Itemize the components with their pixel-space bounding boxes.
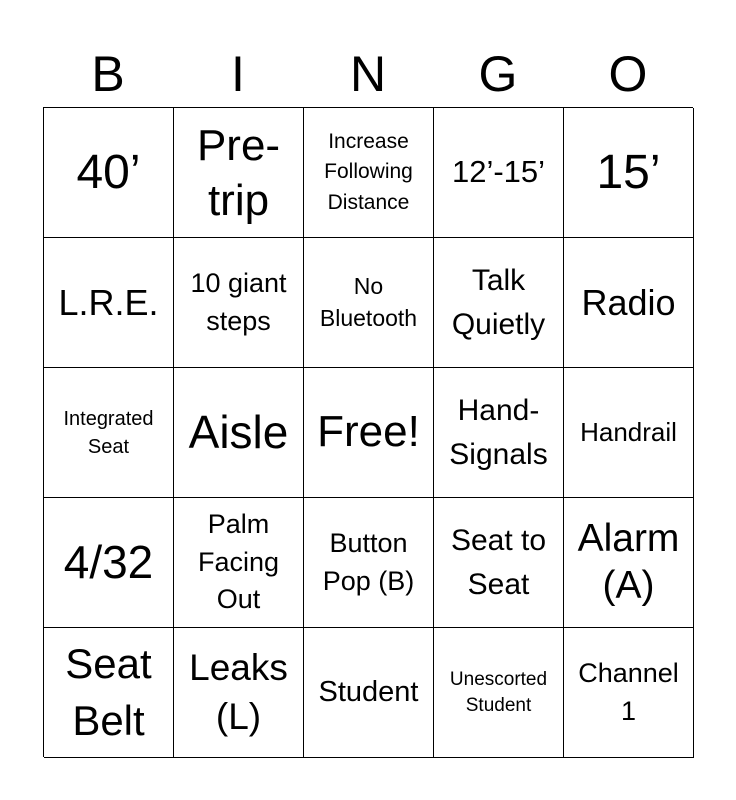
bingo-cell[interactable] bbox=[304, 238, 434, 368]
bingo-cell[interactable] bbox=[304, 368, 434, 498]
bingo-cell[interactable] bbox=[174, 238, 304, 368]
header-letter-b: B bbox=[91, 46, 125, 102]
cell-label: L.R.E. bbox=[58, 281, 159, 323]
bingo-cell[interactable] bbox=[434, 498, 564, 628]
bingo-cell[interactable] bbox=[564, 108, 694, 238]
cell-label: Button Pop (B) bbox=[322, 527, 415, 596]
cell-label: 12’-15’ bbox=[451, 154, 546, 190]
cell-label: Palm Facing Out bbox=[197, 508, 280, 615]
cell-label: Seat to Seat bbox=[450, 524, 547, 601]
header-letter-g: G bbox=[478, 46, 518, 102]
cell-label: Channel 1 bbox=[578, 657, 679, 726]
bingo-cell[interactable] bbox=[564, 368, 694, 498]
bingo-cell[interactable] bbox=[44, 628, 174, 758]
cell-label: Handrail bbox=[580, 417, 677, 447]
bingo-cell[interactable] bbox=[304, 498, 434, 628]
bingo-board bbox=[43, 107, 693, 757]
cell-label: Radio bbox=[581, 281, 676, 323]
cell-label: Alarm (A) bbox=[577, 516, 680, 607]
cell-label: 10 giant steps bbox=[190, 267, 287, 336]
bingo-cell[interactable] bbox=[564, 238, 694, 368]
cell-label: 15’ bbox=[596, 145, 661, 199]
header-letter-o: O bbox=[608, 46, 648, 102]
bingo-cell[interactable] bbox=[564, 628, 694, 758]
cell-label: Aisle bbox=[188, 405, 289, 458]
cell-label: Unescorted Student bbox=[449, 668, 548, 716]
bingo-cell[interactable] bbox=[434, 368, 564, 498]
cell-label: Talk Quietly bbox=[451, 264, 546, 341]
bingo-cell[interactable] bbox=[564, 498, 694, 628]
bingo-cell[interactable] bbox=[174, 498, 304, 628]
cell-label: Integrated Seat bbox=[63, 407, 154, 458]
cell-label: Free! bbox=[317, 407, 420, 457]
bingo-cell[interactable] bbox=[174, 108, 304, 238]
cell-label: Increase Following Distance bbox=[324, 129, 413, 214]
cell-label: Hand-Signals bbox=[449, 394, 548, 471]
cell-label: 4/32 bbox=[63, 535, 154, 588]
cell-label: Pre-trip bbox=[196, 120, 281, 225]
cell-label: Seat Belt bbox=[65, 639, 152, 744]
cell-label: Leaks (L) bbox=[189, 647, 288, 737]
cell-label: 40’ bbox=[76, 145, 141, 199]
bingo-cell[interactable] bbox=[174, 628, 304, 758]
bingo-cell[interactable] bbox=[434, 238, 564, 368]
bingo-cell[interactable] bbox=[44, 238, 174, 368]
header-letter-n: N bbox=[349, 46, 387, 102]
bingo-cell[interactable] bbox=[304, 108, 434, 238]
bingo-cell[interactable] bbox=[434, 628, 564, 758]
bingo-cell[interactable] bbox=[174, 368, 304, 498]
cell-label: No Bluetooth bbox=[319, 273, 418, 331]
bingo-cell[interactable] bbox=[44, 498, 174, 628]
bingo-cell[interactable] bbox=[44, 368, 174, 498]
bingo-cell[interactable] bbox=[304, 628, 434, 758]
cell-label: Student bbox=[318, 676, 419, 709]
bingo-cell[interactable] bbox=[44, 108, 174, 238]
bingo-cell[interactable] bbox=[434, 108, 564, 238]
header-letter-i: I bbox=[231, 46, 245, 102]
bingo-header bbox=[43, 40, 693, 108]
